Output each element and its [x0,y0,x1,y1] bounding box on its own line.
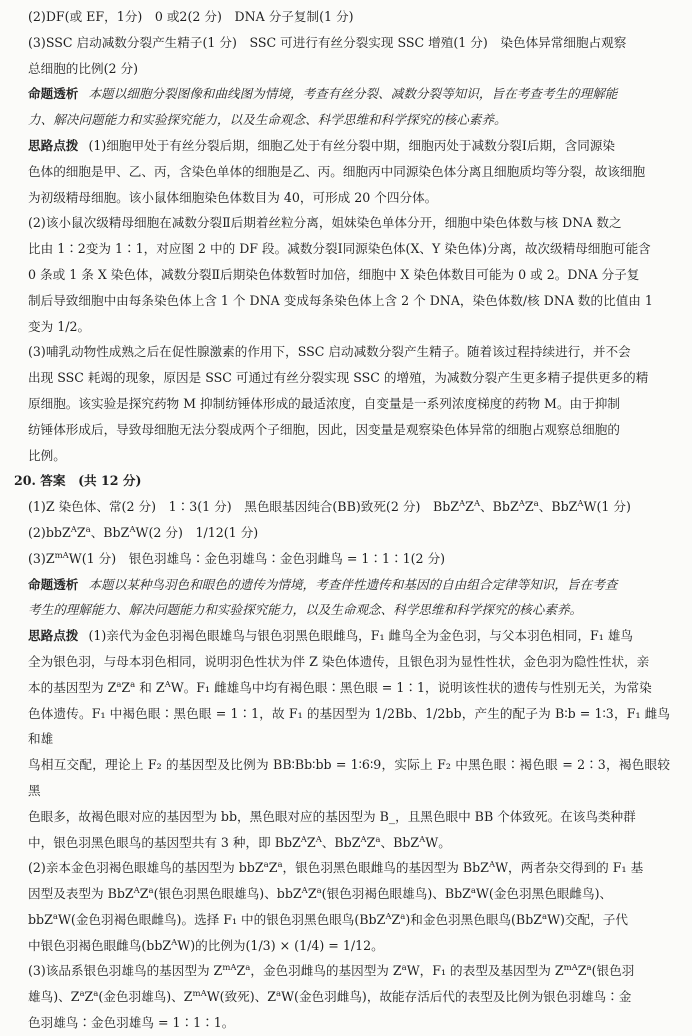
text: W(1 分) [583,499,631,515]
sup: A [577,498,584,509]
sup: A [300,834,307,845]
sup: A [164,679,171,690]
q20-hint-3-line1 [28,958,670,984]
text: (金色羽雄鸟)、Z [98,989,193,1005]
sup: mA [192,989,207,1000]
q20-hint-2-line1 [28,855,670,881]
sup: a [400,911,406,922]
sup: a [401,963,407,974]
sup: a [52,911,58,922]
q20-hint-3-line3: 色羽雄鸟∶金色羽雄鸟 = 1∶1∶1。 [28,1015,235,1031]
q20-answer-3 [28,546,670,572]
q19-hint-3-line2: 出现 SSC 耗竭的现象，原因是 SSC 可通过有丝分裂实现 SSC 的增殖，为减数分裂产生更多精子提供更多的精 [28,370,649,386]
sup: A [518,498,525,509]
q19-hint-2-line1: (2)该小鼠次级精母细胞在减数分裂Ⅱ后期着丝粒分离，姐妹染色单体分开，细胞中染色体数与核 DNA 数之 [28,215,622,231]
text: (银色羽黑色眼雄鸟)、bbZ [153,886,302,902]
sup: a [79,989,85,1000]
text: ，银色羽黑色眼雌鸟的基因型为 BbZ [282,860,489,876]
text: W)的比例为(1/3) × (1/4) = 1/12。 [177,937,384,953]
sup: A [459,498,466,509]
text: 中银色羽褐色眼雌鸟(bbZ [28,937,172,953]
text: (2)bbZ [28,524,71,540]
text: W，两者杂交得到的 F₁ 基 [495,860,644,876]
text: W(致死)、Z [206,989,277,1005]
text: 雄鸟)、Z [28,989,80,1005]
analysis-label: 命题透析 [28,86,79,102]
analysis-text: 本题以细胞分裂图像和曲线图为情境，考查有丝分裂、减数分裂等知识，旨在考查考生的理解能 [88,86,618,102]
text: W(1 分) 银色羽雄鸟∶金色羽雄鸟∶金色羽雌鸟 = 1∶1∶1(2 分) [68,550,446,566]
q19-hint-3-line1: (3)哺乳动物性成熟之后在促性腺激素的作用下，SSC 启动减数分裂产生精子。随着该过程持续进行，并不会 [28,344,631,360]
hint-label: 思路点拨 [28,628,79,644]
q19-hint-3-line5: 比例。 [28,447,66,463]
q20-answer-1 [28,494,670,520]
hint-text: (1)细胞甲处于有丝分裂后期，细胞乙处于有丝分裂中期，细胞丙处于减数分裂Ⅰ后期，含同源染 [88,137,616,153]
text: Z [268,860,278,876]
q19-answer-2: (2)DF(或 EF，1分) 0 或2(2 分) DNA 分子复制(1 分) [28,9,354,24]
text: (1)Z 染色体、常(2 分) 1∶3(1 分) 黑色眼基因纯合(BB)致死(2 分) BbZ [28,499,460,515]
hint-label: 思路点拨 [28,137,79,153]
sup: A [301,885,308,896]
text: 因型及表型为 BbZ [28,886,134,902]
text: 和 Z [135,679,165,695]
q20-hint-3-line2 [28,984,670,1010]
q20-hint-1-line5: 鸟相互交配，理论上 F₂ 的基因型及比例为 BB∶Bb∶bb = 1∶6∶9，实际上 F₂ 中黑色眼∶褐色眼 = 2∶3，褐色眼较黑 [28,757,670,798]
text: (3)Z [28,550,55,566]
q20-heading: 20. 答案 (共 12 分) [14,473,142,489]
text: 、BbZ [538,499,578,515]
sup: A [473,498,481,509]
text: W，F₁ 的表型及基因型为 Z [406,963,564,979]
text: 、BbZ [480,499,519,515]
hint-text: (1)亲代为金色羽褐色眼雄鸟与银色羽黑色眼雌鸟，F₁ 雌鸟全为金色羽，与父本羽色相同，F₁ 雄鸟 [88,628,634,644]
sup: A [129,524,136,535]
sup: A [419,834,426,845]
text: 本的基因型为 Z [28,679,117,695]
sup: a [245,963,251,974]
sup: a [316,885,322,896]
q19-hint-2-line4: 制后导致细胞中由每条染色体上含 1 个 DNA 变成每条染色体上含 2 个 DNA，染色体数/核 DNA 数的比值由 1 [28,292,653,308]
sup: mA [54,550,69,561]
q20-hint-2-line4 [28,933,670,959]
sup: A [133,885,140,896]
sup: A [70,524,77,535]
q19-hint-2-line2: 比由 1∶2变为 1∶1，对应图 2 中的 DF 段。减数分裂Ⅰ同源染色体(X、Y 染色体)分离，故次级精母细胞可能含 [28,241,651,257]
q19-answer-3-line2: 总细胞的比例(2 分) [28,60,138,76]
q19-hint-2-line5: 变为 1/2。 [28,318,91,334]
sup: a [263,860,269,871]
q19-analysis [28,81,670,107]
text: Z [524,499,534,515]
sup: a [130,679,136,690]
sup: a [148,885,154,896]
q20-analysis-line2: 考生的理解能力、解决问题能力和实验探究能力，以及生命观念、科学思维和科学探究的核心素养。 [28,602,583,618]
text: 、BbZ [321,834,361,850]
sup: a [277,860,283,871]
text: Z [391,911,401,927]
text: Z [307,886,317,902]
q19-hint-2-line3: 0 条或 1 条 X 染色体，减数分裂Ⅱ后期染色体数暂时加倍，细胞中 X 染色体数目可能为 0 或 2。DNA 分子复 [28,266,640,282]
sup: mA [222,963,237,974]
sup: A [488,860,496,871]
q19-hint-1-line2: 色体的细胞是甲、乙、丙，含染色单体的细胞是乙、丙。细胞丙中同源染色体分离且细胞质均等分裂，故该细胞 [28,163,646,179]
sup: A [171,937,178,948]
sup: a [375,834,381,845]
q20-hint-1-line2: 全为银色羽，与母本羽色相同，说明羽色性状为伴 Z 染色体遗传，且银色羽为显性性状，金色羽为隐性性状，亲 [28,653,650,669]
text: Z [84,989,94,1005]
text: W(2 分) 1/12(1 分) [135,524,259,540]
sup: a [85,524,91,535]
q19-hint-1-line3: 为初级精母细胞。该小鼠体细胞染色体数目为 40，可形成 20 个四分体。 [28,189,438,205]
q20-hint-1-line3 [28,675,670,701]
text: 中，银色羽黑色眼鸟的基因型共有 3 种，即 BbZ [28,834,301,850]
q19-hint-3-line3: 原细胞。该实验是探究药物 M 抑制纺锤体形成的最适浓度，自变量是一系列浓度梯度的药物 M。由于抑制 [28,395,620,411]
text: W(金色羽黑色眼雌鸟)、 [475,886,613,902]
text: Z [139,886,149,902]
sup: a [116,679,122,690]
text: Z [121,679,131,695]
q20-hint-1-line6: 色眼多，故褐色眼对应的基因型为 bb，黑色眼对应的基因型为 B_，且黑色眼中 BB 个体致死。在该鸟类种群 [28,808,636,824]
text: (2)亲本金色羽褐色眼雄鸟的基因型为 bbZ [28,860,264,876]
sup: a [276,989,282,1000]
text: Z [76,524,86,540]
text: ，金色羽雌鸟的基因型为 Z [250,963,402,979]
sup: a [470,885,476,896]
text: W。F₁ 雌雄鸟中均有褐色眼∶黑色眼 = 1∶1，说明该性状的遗传与性别无关，为常染 [170,679,652,695]
q20-hint-1-line7 [28,830,670,856]
text: 、BbZ [380,834,420,850]
sup: a [93,989,99,1000]
q19-hint-1 [28,133,670,159]
sup: a [533,498,539,509]
sup: a [542,911,548,922]
text: Z [366,834,376,850]
q20-hint-2-line2 [28,881,670,907]
analysis-text: 本题以某种鸟羽色和眼色的遗传为情境，考查伴性遗传和基因的自由组合定律等知识，旨在考查 [88,576,618,592]
q20-hint-1-line4: 色体遗传。F₁ 中褐色眼∶黑色眼 = 1∶1，故 F₁ 的基因型为 1/2Bb、1/2bb，产生的配子为 B∶b = 1∶3，F₁ 雌鸟和雄 [28,705,670,747]
text: (3)该品系银色羽雄鸟的基因型为 Z [28,963,223,979]
text: Z [236,963,246,979]
analysis-label: 命题透析 [28,576,79,592]
sup: A [360,834,367,845]
q19-analysis-line2: 力、解决问题能力和实验探究能力，以及生命观念、科学思维和科学探究的核心素养。 [28,112,507,128]
sup: mA [563,963,578,974]
q20-hint-2-line3 [28,907,670,933]
text: W(金色羽褐色眼雌鸟)。选择 F₁ 中的银色羽黑色眼鸟(BbZ [57,911,386,927]
text: Z [465,499,474,515]
text: W(金色羽雌鸟)，故能存活后代的表型及比例为银色羽雄鸟∶金 [281,989,632,1005]
q20-hint-1 [28,623,670,649]
sup: A [315,834,322,845]
q19-answer-3-line1: (3)SSC 启动减数分裂产生精子(1 分) SSC 可进行有丝分裂实现 SSC 增殖(1 分) 染色体异常细胞占观察 [28,34,627,50]
text: Z [306,834,316,850]
text: (银色羽褐色眼雄鸟)、BbZ [321,886,471,902]
text: Z [577,963,587,979]
text: bbZ [28,911,53,927]
q20-answer-2 [28,520,670,546]
sup: a [586,963,592,974]
q20-analysis [28,572,670,598]
text: )和金色羽黑色眼鸟(BbZ [405,911,543,927]
text: W)交配，子代 [547,911,628,927]
text: (银色羽 [591,963,635,979]
sup: A [385,911,392,922]
q19-hint-3-line4: 纺锤体形成后，导致母细胞无法分裂成两个子细胞，因此，因变量是观察染色体异常的细胞占观察总细胞的 [28,421,620,437]
text: W。 [425,834,451,850]
text: 、BbZ [90,524,130,540]
